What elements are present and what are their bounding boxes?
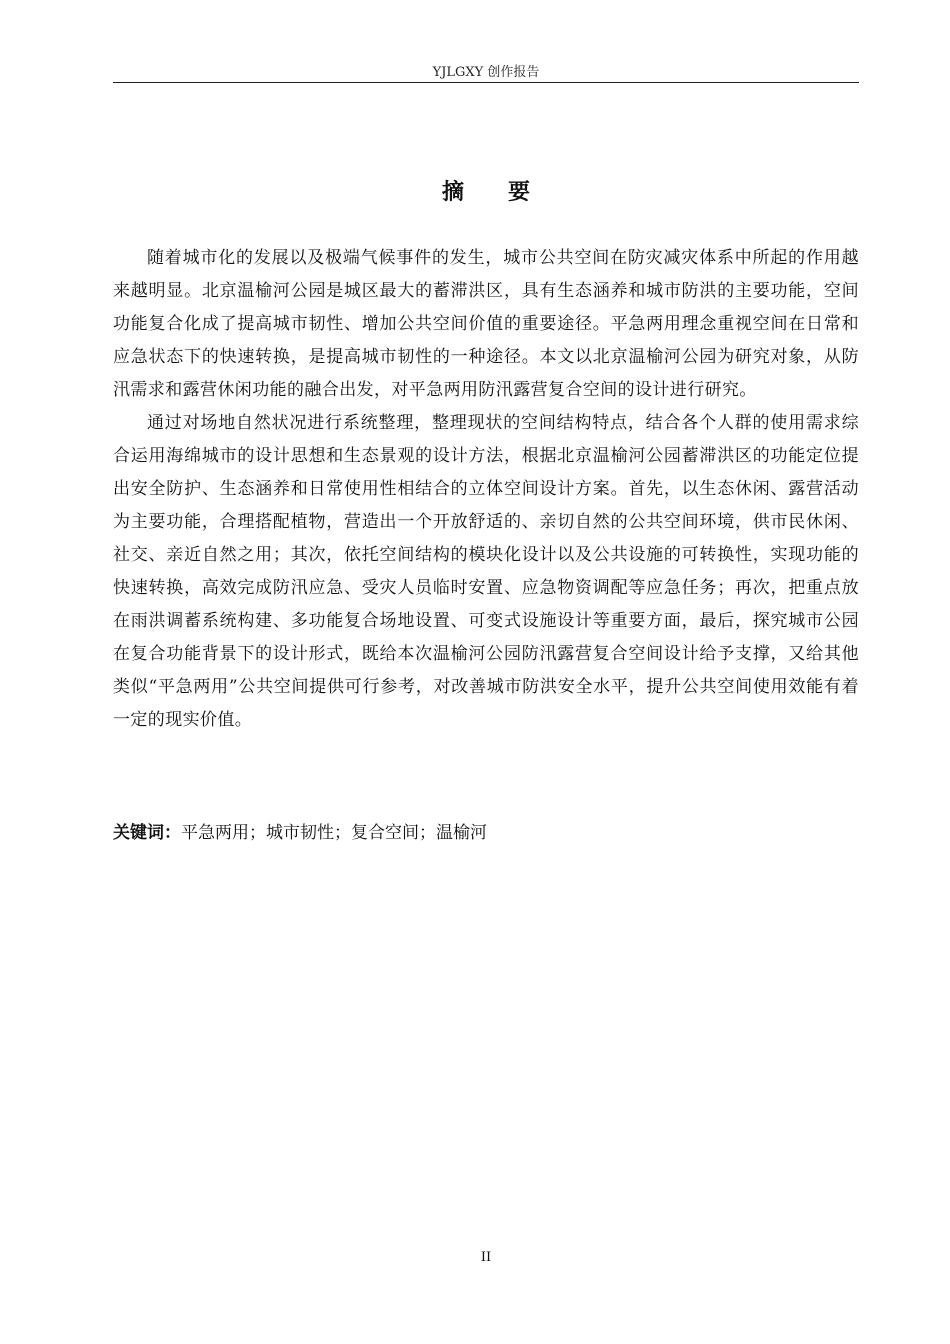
abstract-body bbox=[113, 242, 859, 737]
keywords-label: 关键词： bbox=[113, 823, 181, 843]
abstract-title: 摘要 bbox=[441, 180, 574, 205]
page-number: II bbox=[480, 1250, 492, 1265]
keywords-text: 平急两用；城市韧性；复合空间；温榆河 bbox=[181, 823, 487, 843]
running-header: YJLGXY 创作报告 bbox=[432, 65, 540, 80]
keywords-line bbox=[113, 817, 859, 850]
header-divider bbox=[113, 82, 859, 83]
abstract-paragraph-2: 通过对场地自然状况进行系统整理，整理现状的空间结构特点，结合各个人群的使用需求综合运用海绵城市的设计思想和生态景观的设计方法，根据北京温榆河公园蓄滞洪区的功能定位提出安全防护、生态涵养和日常使用性相结合的立体空间设计方案。首先，以生态休闲、露营活动为主要功能，合理搭配植物，营造出一个开放舒适的、亲切自然的公共空间环境，供市民休闲、社交、亲近自然之用；其次，依托空间结构的模块化设计以及公共设施的可转换性，实现功能的快速转换，高效完成防汛应急、受灾人员临时安置、应急物资调配等应急任务；再次，把重点放在雨洪调蓄系统构建、多功能复合场地设置、可变式设施设计等重要方面，最后，探究城市公园在复合功能背景下的设计形式，既给本次温榆河公园防汛露营复合空间设计给予支撑，又给其他类似“平急两用”公共空间提供可行参考，对改善城市防洪安全水平，提升公共空间使用效能有着一定的现实价值。 bbox=[113, 413, 859, 730]
abstract-paragraph-1: 随着城市化的发展以及极端气候事件的发生，城市公共空间在防灾减灾体系中所起的作用越来越明显。北京温榆河公园是城区最大的蓄滞洪区，具有生态涵养和城市防洪的主要功能，空间功能复合化成了提高城市韧性、增加公共空间价值的重要途径。平急两用理念重视空间在日常和应急状态下的快速转换，是提高城市韧性的一种途径。本文以北京温榆河公园为研究对象，从防汛需求和露营休闲功能的融合出发，对平急两用防汛露营复合空间的设计进行研究。 bbox=[113, 248, 859, 400]
